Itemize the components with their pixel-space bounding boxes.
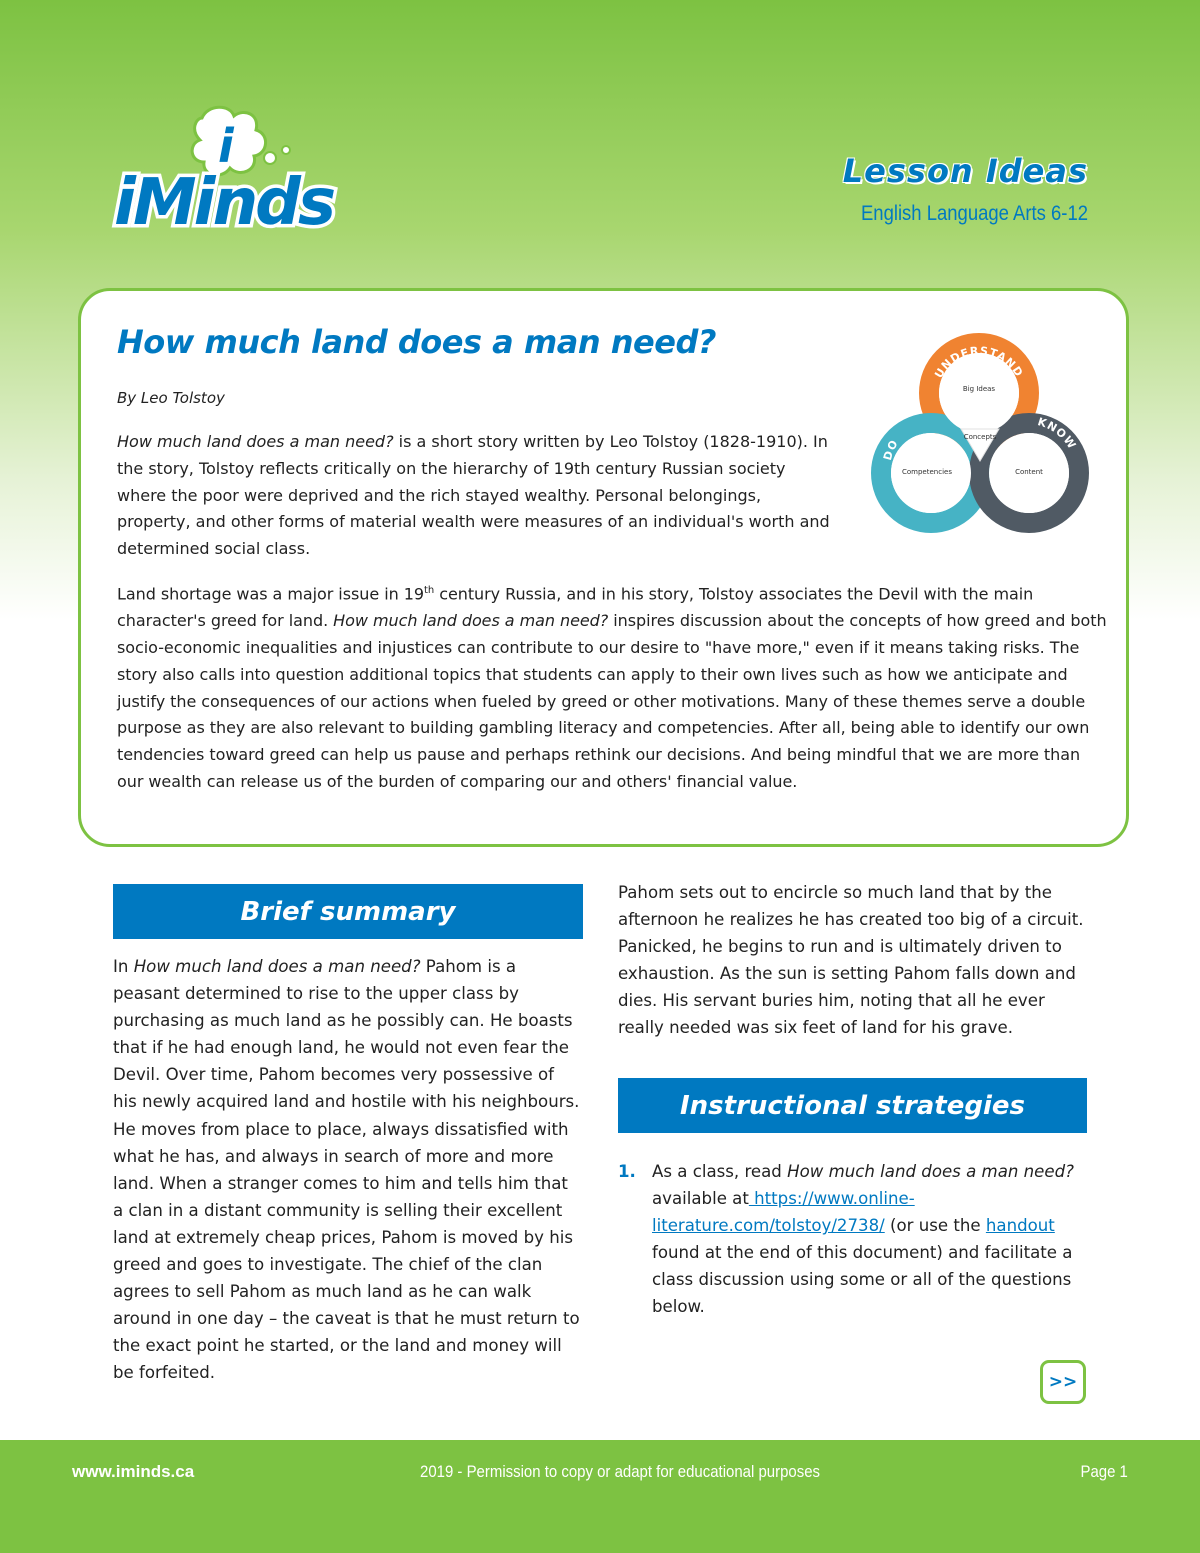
lesson-ideas-title: Lesson Ideas: [842, 152, 1088, 190]
logo-i-letter: i: [218, 119, 234, 173]
online-literature-link[interactable]: https://www.online-literature.com/tolstoy/2738/: [652, 1189, 915, 1236]
story-title-italic: How much land does a man need?: [333, 611, 609, 631]
know-label: KNOW: [1036, 415, 1079, 452]
intro-paragraph-1: [117, 429, 837, 563]
concepts-label: Concepts: [963, 433, 997, 441]
next-page-button[interactable]: >>: [1040, 1360, 1086, 1404]
summary-pre: In: [113, 957, 134, 976]
handout-link[interactable]: handout: [985, 1216, 1055, 1236]
strategy-text: [652, 1158, 1088, 1321]
story-title: How much land does a man need?: [117, 323, 716, 361]
strategy-pre: As a class, read: [652, 1162, 788, 1181]
intro-paragraph-1-text: is a short story written by Leo Tolstoy (1828-1910). In the story, Tolstoy reflects critically on the hierarchy of 19th century Russian society where the poor were deprived and the rich stayed wealthy. Personal belongings, property, and other forms of material wealth were measures of an individual's worth and determined social class.: [117, 432, 830, 559]
intro-paragraph-2: [117, 578, 1107, 796]
logo-wordmark: iMinds: [114, 166, 334, 240]
intro-paragraph-2-text-a: Land shortage was a major issue in 19: [117, 584, 424, 604]
intro-paragraph-2-text-c: inspires discussion about the concepts of how greed and both socio-economic inequalities and injustices can contribute to our desire to "have more," even if it means taking risks. The story also calls into question additional topics that students can apply to their own lives such as how we anticipate and justify the consequences of our actions when fueled by greed or other motivations. Many of these themes serve a double purpose as they are also relevant to building gambling literacy and competencies. After all, being able to identify our own tendencies toward greed can help us pause and perhaps rethink our decisions. And being mindful that we are more than our wealth can release us of the burden of comparing our and others' financial value.: [117, 611, 1107, 791]
story-title-italic: How much land does a man need?: [117, 432, 394, 451]
curriculum-model-diagram: [869, 333, 1091, 543]
strategy-post: found at the end of this document) and facilitate a class discussion using some or all of the questions below.: [652, 1243, 1073, 1317]
strategy-item: [618, 1158, 1088, 1321]
do-label: DO: [881, 437, 902, 462]
strategy-number: 1.: [618, 1162, 636, 1181]
story-title-italic: How much land does a man need?: [133, 957, 421, 976]
story-title-italic: How much land does a man need?: [787, 1162, 1074, 1181]
subject-subtitle: English Language Arts 6-12: [860, 202, 1088, 225]
brand-header: [830, 152, 1088, 226]
understand-label: UNDERSTAND: [932, 344, 1026, 381]
intro-paragraph-2-text-b: century Russia, and in his story, Tolstoy associates the Devil with the main character's greed for land.: [117, 584, 1034, 631]
strategy-mid: available at: [652, 1189, 749, 1209]
iminds-logo: [110, 100, 334, 240]
competencies-label: Competencies: [902, 468, 952, 476]
brief-summary-heading: Brief summary: [113, 884, 583, 939]
intro-card: [78, 288, 1129, 847]
ordinal-superscript: th: [423, 585, 435, 596]
summary-text: Pahom is a peasant determined to rise to the upper class by purchasing as much land as he possibly can. He boasts that if he had enough land, he would not even fear the Devil. Over time, Pahom becomes very possessive of his newly acquired land and hostile with his neighbours. He moves from place to place, always dissatisfied with what he has, and always in search of more and more land. When a stranger comes to him and tells him that a clan in a distant community is selling their excellent land at extremely cheap prices, Pahom is moved by his greed and goes to investigate. The chief of the clan agrees to sell Pahom as much land as he can walk around in one day – the caveat is that he must return to the exact point he started, or the land and money will be forfeited.: [113, 957, 580, 1383]
summary-paragraph: [113, 953, 583, 1387]
page-number: Page 1: [1080, 1462, 1128, 1481]
strategy-mid2: (or use the: [884, 1216, 986, 1236]
content-label: Content: [1015, 468, 1043, 476]
big-ideas-label: Big Ideas: [962, 385, 996, 393]
summary-continued-paragraph: Pahom sets out to encircle so much land that by the afternoon he realizes he has created too big of a circuit. Panicked, he begins to run and is ultimately driven to exhaustion. As the sun is setting Pahom falls down and dies. His servant buries him, noting that all he ever really needed was six feet of land for his grave.: [618, 883, 1084, 1038]
page-footer: [0, 1440, 1200, 1553]
permission-notice: 2019 - Permission to copy or adapt for educational purposes: [420, 1462, 821, 1481]
author-byline: By Leo Tolstoy: [117, 389, 225, 407]
instructional-strategies-heading: Instructional strategies: [618, 1078, 1087, 1133]
website-link[interactable]: www.iminds.ca: [72, 1462, 195, 1481]
